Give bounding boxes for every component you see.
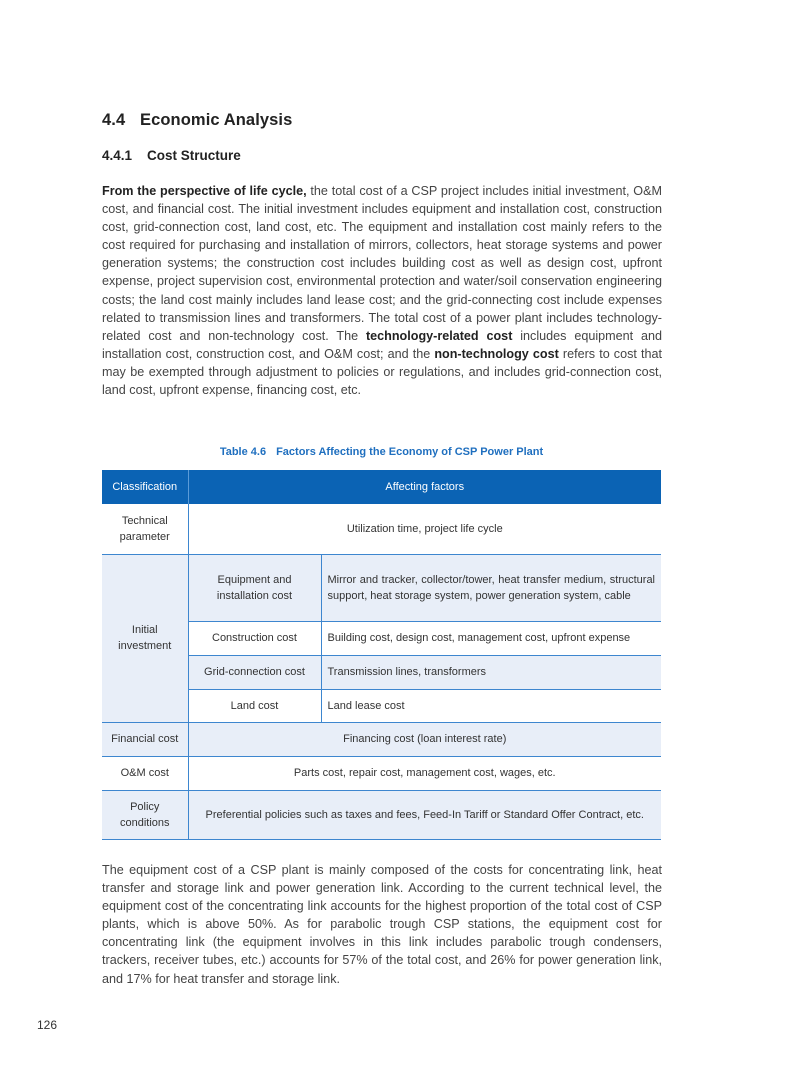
cell-classification: Policy conditions xyxy=(102,790,188,839)
table-row xyxy=(102,554,661,621)
lead-bold-text: From the perspective of life cycle, xyxy=(102,184,307,198)
cell-classification: Technical parameter xyxy=(102,504,188,554)
subsection-heading xyxy=(102,148,241,163)
subsection-title: Cost Structure xyxy=(147,148,241,163)
cell-factors: Transmission lines, transformers xyxy=(321,655,661,689)
factors-table xyxy=(102,470,661,840)
cell-classification: Financial cost xyxy=(102,722,188,756)
paragraph-text: includes equipment and installation cost, construction cost, and O&M cost; and the xyxy=(102,328,662,361)
cell-factors: Land lease cost xyxy=(321,689,661,722)
cell-subcategory: Construction cost xyxy=(188,621,321,655)
cell-factors: Utilization time, project life cycle xyxy=(188,504,661,554)
cell-subcategory: Land cost xyxy=(188,689,321,722)
cell-classification: O&M cost xyxy=(102,756,188,790)
header-classification: Classification xyxy=(102,470,188,504)
cell-subcategory: Equipment and installation cost xyxy=(188,554,321,621)
table-row xyxy=(102,756,661,790)
table-row xyxy=(102,504,661,554)
paragraph-text: the total cost of a CSP project includes initial investment, O&M cost, and financial cost. The initial investment includes equipment and installation cost, construction cost, grid-connection cost, land cost, etc. The equipment and installation cost mainly refers to the cost required for purchasing and installation of mirrors, collectors, heat storage systems and power generation systems; the construction cost includes building cost as well as design cost, upfront expense, project supervision cost, environmental protection and water/soil conservation engineering costs; the land cost mainly includes land lease cost; and the grid-connecting cost include expenses related to transmission lines and transformers. The total cost of a power plant includes technology-related cost and non-technology cost. The xyxy=(102,184,662,343)
cell-classification: Initial investment xyxy=(102,554,188,722)
section-number: 4.4 xyxy=(102,111,126,129)
subsection-number: 4.4.1 xyxy=(102,148,133,163)
cell-subcategory: Grid-connection cost xyxy=(188,655,321,689)
paragraph-text: refers to cost that may be exempted through adjustment to policies or regulations, and includes grid-connection cost, land cost, upfront expense, financing cost, etc. xyxy=(102,346,663,398)
cell-factors: Financing cost (loan interest rate) xyxy=(188,722,661,756)
table-row xyxy=(102,722,661,756)
body-paragraph-2: The equipment cost of a CSP plant is mainly composed of the costs for concentrating link, heat transfer and storage link and power generation link. According to the current technical level, the equipment cost of the concentrating link accounts for the highest proportion of the total cost of CSP plants, which is above 50%. As for parabolic trough CSP stations, the equipment cost for concentrating link (the equipment involves in this link includes parabolic trough condensers, trackers, receiver tubes, etc.) accounts for 57% of the total cost, and 26% for power generation link, and 17% for heat transfer and storage link. xyxy=(102,863,662,986)
cell-factors: Preferential policies such as taxes and fees, Feed-In Tariff or Standard Offer Contract, etc. xyxy=(188,790,661,839)
section-title: Economic Analysis xyxy=(140,111,293,129)
cell-factors: Building cost, design cost, management cost, upfront expense xyxy=(321,621,661,655)
bold-term-technology: technology-related cost xyxy=(365,328,513,343)
table-caption xyxy=(102,446,661,458)
cell-factors: Mirror and tracker, collector/tower, heat transfer medium, structural support, heat storage system, power generation system, cable xyxy=(321,554,661,621)
table-header-row xyxy=(102,470,661,504)
bold-term-non-technology: non-technology cost xyxy=(434,346,559,361)
table-title: Factors Affecting the Economy of CSP Power Plant xyxy=(276,446,544,458)
table-number: Table 4.6 xyxy=(219,446,267,458)
table-row xyxy=(102,790,661,839)
section-heading xyxy=(102,111,292,130)
page-number: 126 xyxy=(37,1018,58,1032)
body-paragraph-1 xyxy=(102,182,662,399)
cell-factors: Parts cost, repair cost, management cost, wages, etc. xyxy=(188,756,661,790)
header-affecting-factors: Affecting factors xyxy=(188,470,661,504)
